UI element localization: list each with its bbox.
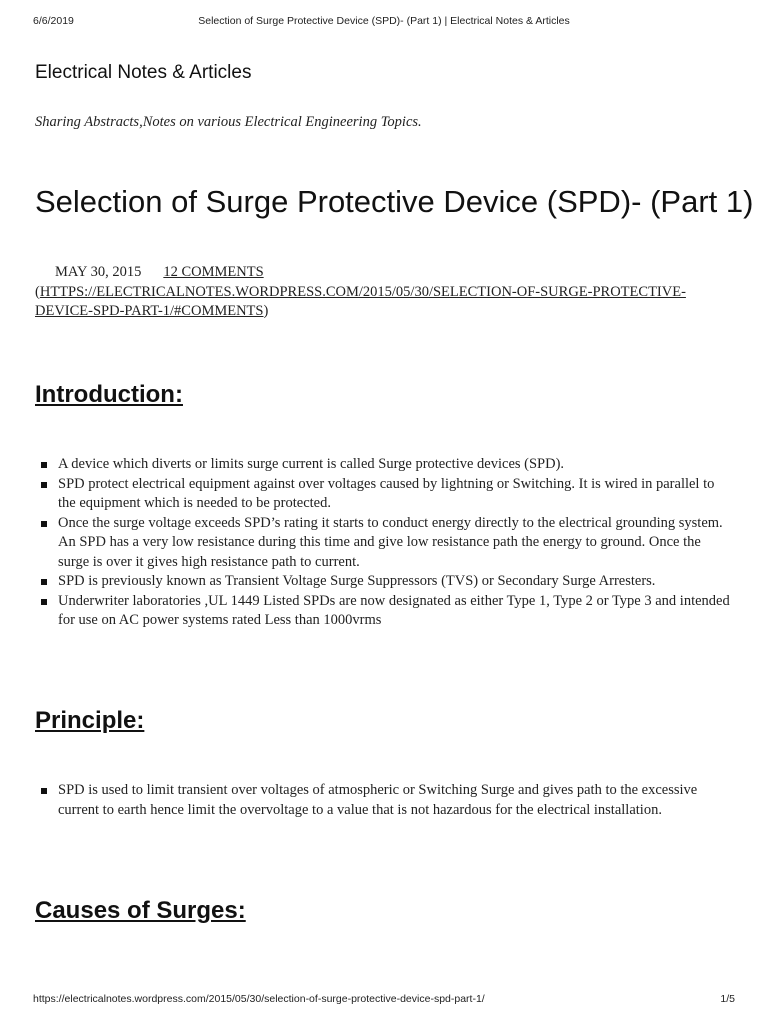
comments-url-link[interactable]: HTTPS://ELECTRICALNOTES.WORDPRESS.COM/2015/05/30/SELECTION-OF-SURGE-PROTECTIVE-DEVICE-SPD-PART-1/#COMMENTS <box>35 283 686 319</box>
site-tagline: Sharing Abstracts,Notes on various Electrical Engineering Topics. <box>35 114 422 130</box>
print-footer <box>0 993 768 1007</box>
list-item <box>35 781 730 820</box>
bullet-icon <box>41 579 47 585</box>
list-item-text: Underwriter laboratories ,UL 1449 Listed SPDs are now designated as either Type 1, Type 2 or Type 3 and intended for use on AC power systems rated Less than 1000vrms <box>58 592 730 628</box>
list-item <box>35 475 730 514</box>
bullet-icon <box>41 521 47 527</box>
print-page-number: 1/5 <box>720 993 735 1005</box>
list-item-text: Once the surge voltage exceeds SPD’s rating it starts to conduct energy directly to the electrical grounding system. An SPD has a very low resistance during this time and give low resistance path the energy to ground. Once the surge is over it gives high resistance path to current. <box>58 514 723 570</box>
section-heading-principle: Principle: <box>35 707 145 734</box>
list-item <box>35 455 730 475</box>
list-item <box>35 592 730 631</box>
comments-url-close-paren: ) <box>263 303 269 319</box>
print-date: 6/6/2019 <box>33 15 74 27</box>
comments-link[interactable]: 12 COMMENTS <box>163 264 264 280</box>
section-heading-introduction: Introduction: <box>35 381 183 408</box>
comments-url-open-paren: ( <box>35 283 40 300</box>
list-item-text: SPD protect electrical equipment against over voltages caused by lightning or Switching. It is wired in parallel to the equipment which is needed to be protected. <box>58 475 715 511</box>
post-date: MAY 30, 2015 <box>55 264 142 280</box>
post-title: Selection of Surge Protective Device (SPD)- (Part 1) <box>35 184 754 219</box>
bullet-icon <box>41 788 47 794</box>
bullet-icon <box>41 462 47 468</box>
post-meta <box>35 263 735 322</box>
print-footer-url: https://electricalnotes.wordpress.com/2015/05/30/selection-of-surge-protective-device-spd-part-1/ <box>33 993 485 1005</box>
list-item <box>35 514 730 573</box>
list-item <box>35 572 730 592</box>
list-item-text: SPD is previously known as Transient Voltage Surge Suppressors (TVS) or Secondary Surge Arresters. <box>58 573 656 589</box>
principle-list <box>35 781 730 820</box>
print-header <box>0 15 768 29</box>
bullet-icon <box>41 599 47 605</box>
list-item-text: A device which diverts or limits surge current is called Surge protective devices (SPD). <box>58 456 565 472</box>
section-heading-causes-of-surges: Causes of Surges: <box>35 897 246 924</box>
list-item-text: SPD is used to limit transient over voltages of atmospheric or Switching Surge and gives path to the excessive current to earth hence limit the overvoltage to a value that is not hazardous for the electrical installation. <box>58 782 698 818</box>
introduction-list <box>35 455 730 631</box>
bullet-icon <box>41 482 47 488</box>
print-page-title: Selection of Surge Protective Device (SPD)- (Part 1) | Electrical Notes & Articles <box>198 15 570 27</box>
site-title[interactable]: Electrical Notes & Articles <box>35 62 252 83</box>
